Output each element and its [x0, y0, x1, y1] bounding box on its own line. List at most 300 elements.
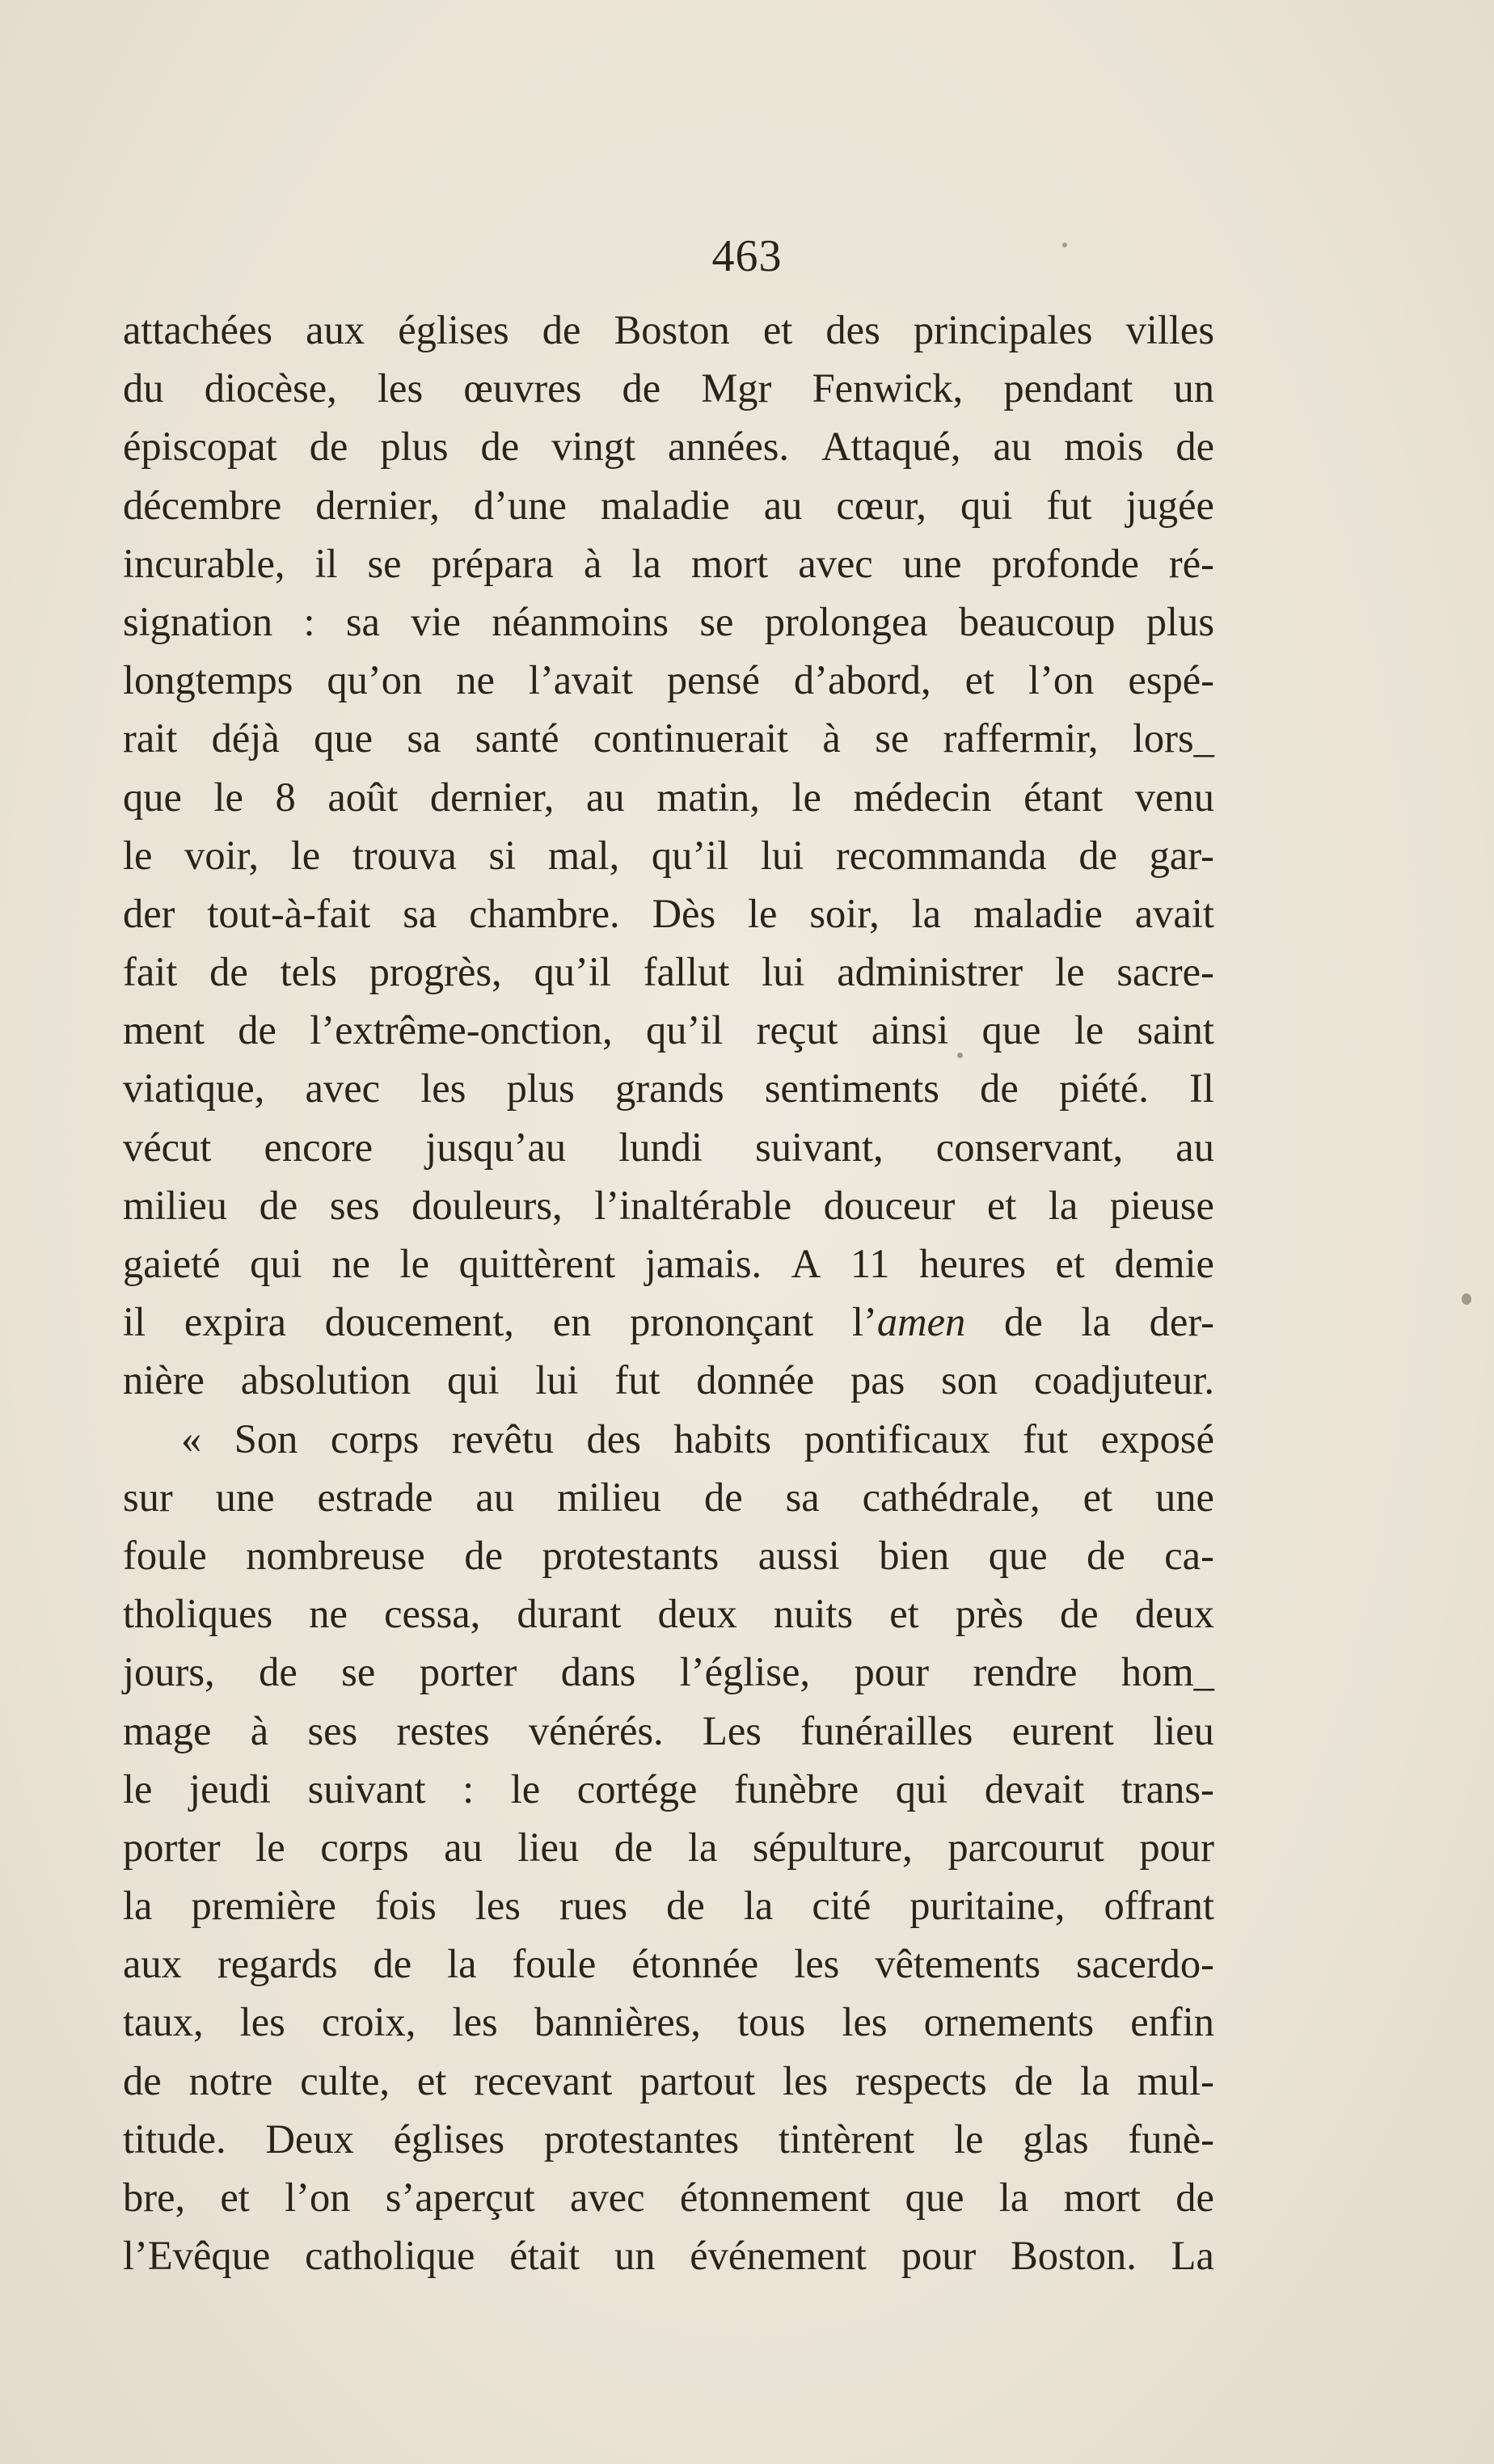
word: les [420, 1065, 466, 1112]
word: heures [919, 1241, 1026, 1286]
word: suivant, [755, 1124, 884, 1170]
word: et [889, 1591, 919, 1637]
word: le [213, 774, 243, 820]
word: années. [667, 424, 790, 470]
word: incurable, [123, 540, 285, 586]
word: sur [123, 1474, 173, 1520]
word: sacerdo- [1075, 1941, 1214, 1987]
word: enfin [1130, 1999, 1214, 2045]
word: cité [812, 1883, 872, 1929]
word: trans- [1120, 1766, 1214, 1812]
word: bannières, [534, 1999, 701, 2045]
word: et [762, 307, 793, 352]
word: il [123, 1299, 146, 1345]
word: saint [1137, 1007, 1214, 1053]
word: mage [123, 1707, 212, 1753]
word: étonnée [631, 1941, 759, 1987]
word: vénérés. [528, 1707, 664, 1753]
word: venu [1134, 774, 1214, 820]
word: que [981, 1007, 1041, 1053]
word: qu’on [327, 657, 423, 703]
word: lors_ [1132, 715, 1214, 762]
text-line [123, 2168, 1214, 2226]
word: nombreuse [246, 1532, 425, 1578]
paper-speck [957, 1053, 963, 1058]
word: douceur [823, 1182, 956, 1228]
word: et [964, 657, 995, 703]
word: ré- [1168, 540, 1214, 586]
word: : [303, 598, 315, 644]
italic-word: amen [876, 1299, 966, 1345]
word: et [220, 2175, 250, 2220]
word: sentiments [764, 1065, 939, 1112]
word: jusqu’au [425, 1124, 567, 1170]
word: chambre. [469, 890, 620, 936]
word: près [955, 1591, 1023, 1637]
word: la [911, 890, 942, 936]
word: que [123, 774, 182, 820]
text-line [123, 943, 1214, 1001]
word: ses [329, 1182, 380, 1228]
word: La [1171, 2233, 1214, 2279]
word: mois [1064, 424, 1144, 470]
word: première [191, 1883, 336, 1929]
word: doucement, [324, 1299, 514, 1345]
word: le [290, 832, 321, 878]
word: au [1175, 1124, 1214, 1170]
text-line [123, 1410, 1214, 1468]
word: culte, [300, 2057, 390, 2103]
word: lui [762, 949, 805, 995]
word: jamais. [644, 1241, 762, 1286]
word: qu’il [645, 1007, 724, 1053]
word: espé- [1128, 657, 1214, 703]
word: à [583, 540, 602, 586]
word: quittèrent [458, 1241, 616, 1286]
word: der- [1149, 1299, 1214, 1345]
word: l’inaltérable [594, 1182, 792, 1228]
word: Mgr [701, 365, 772, 411]
word: qu’il [534, 949, 611, 995]
word: ca- [1164, 1532, 1214, 1578]
word: le [748, 890, 778, 936]
word: médecin [853, 774, 992, 820]
text-line [123, 768, 1214, 826]
word: au [444, 1824, 483, 1870]
word: la [1080, 2057, 1110, 2103]
word: principales [913, 307, 1093, 352]
word: de [464, 1532, 503, 1578]
word: une [215, 1474, 275, 1520]
word: ses [307, 1707, 358, 1753]
word: une [902, 540, 962, 586]
word: plus [1146, 598, 1214, 644]
word: pieuse [1109, 1182, 1214, 1228]
word: mort [1063, 2175, 1141, 2220]
word: pontificaux [804, 1416, 990, 1462]
word: jours, [123, 1649, 215, 1695]
word: se [699, 598, 734, 644]
word: néanmoins [492, 598, 669, 644]
word: matin, [656, 774, 760, 820]
word: villes [1125, 307, 1214, 352]
word: revêtu [451, 1416, 555, 1462]
word: l’église, [679, 1649, 810, 1695]
word: eurent [1011, 1707, 1114, 1753]
word: se [341, 1649, 376, 1695]
word: un [1173, 365, 1214, 411]
word: parcourut [947, 1824, 1104, 1870]
word: qui [446, 1357, 500, 1403]
word: Les [702, 1707, 762, 1753]
word: vécut [123, 1124, 212, 1170]
word: les [842, 1999, 888, 2045]
word: de [309, 424, 348, 470]
word: un [614, 2233, 656, 2279]
word: rues [559, 1883, 628, 1929]
word: le [123, 832, 153, 878]
word: au [475, 1474, 515, 1520]
word: nuits [773, 1591, 854, 1637]
word: aux [123, 1941, 182, 1987]
word: qui [960, 482, 1013, 528]
word: étant [1023, 774, 1104, 820]
word: à [822, 715, 841, 762]
text-line [123, 1351, 1214, 1409]
word: de [542, 307, 581, 352]
word: der [123, 890, 175, 936]
word: était [509, 2233, 580, 2279]
word: lieu [517, 1824, 580, 1870]
word: et [1083, 1474, 1113, 1520]
word: Dès [652, 890, 716, 936]
word: qui [250, 1241, 302, 1286]
word: plus [506, 1065, 575, 1112]
word: recevant [474, 2057, 613, 2103]
word: milieu [557, 1474, 662, 1520]
word: jugée [1125, 482, 1214, 528]
text-line [123, 709, 1214, 767]
paper-speck [1062, 243, 1067, 247]
word: voir, [184, 832, 260, 878]
word: le [1074, 1007, 1104, 1053]
word: signation [123, 598, 273, 644]
word: exposé [1100, 1416, 1214, 1462]
word: cathédrale, [862, 1474, 1040, 1520]
word: les [452, 1999, 498, 2045]
word: foule [123, 1532, 207, 1578]
word: le [953, 2116, 984, 2162]
word: protestantes [543, 2116, 740, 2162]
word: fois [375, 1883, 437, 1929]
word: de [1175, 424, 1214, 470]
word: de [622, 365, 661, 411]
word: de [1078, 832, 1117, 878]
word: diocèse, [204, 365, 337, 411]
word: conservant, [935, 1124, 1124, 1170]
word: taux, [123, 1999, 204, 2045]
word: vingt [551, 424, 635, 470]
text-line [123, 593, 1214, 651]
text-line [123, 534, 1214, 593]
word: sacre- [1116, 949, 1214, 995]
word: fut [1046, 482, 1092, 528]
word: l’on [1028, 657, 1095, 703]
word: mal, [547, 832, 620, 878]
word: pour [854, 1649, 930, 1695]
word: milieu [123, 1182, 228, 1228]
word: maladie [600, 482, 730, 528]
word: sa [345, 598, 380, 644]
word: gaieté [123, 1241, 221, 1286]
word: deux [657, 1591, 737, 1637]
text-line [123, 476, 1214, 534]
word: cœur, [836, 482, 926, 528]
text-line [123, 651, 1214, 709]
word: reçut [756, 1007, 838, 1053]
word: de [1014, 2057, 1053, 2103]
word: grands [615, 1065, 724, 1112]
word: croix, [322, 1999, 416, 2045]
word: s’aperçut [385, 2175, 535, 2220]
word: absolution [240, 1357, 411, 1403]
word: avec [798, 540, 873, 586]
word: il [314, 540, 338, 586]
word: trouva [352, 832, 457, 878]
word: soir, [809, 890, 880, 936]
word: funérailles [800, 1707, 973, 1753]
text-line [123, 1702, 1214, 1760]
word: progrès, [369, 949, 502, 995]
text-line [123, 1526, 1214, 1584]
word: raffermir, [943, 715, 1099, 762]
word: ne [331, 1241, 370, 1286]
word: le [123, 1766, 153, 1812]
word: suivant [307, 1766, 426, 1812]
word: respects [855, 2057, 987, 2103]
word: expira [184, 1299, 286, 1345]
word: que [905, 2175, 964, 2220]
word: de [614, 1824, 653, 1870]
word: hom_ [1120, 1649, 1214, 1695]
word: le [1055, 949, 1085, 995]
word: Il [1189, 1065, 1214, 1112]
word: tholiques [123, 1591, 273, 1637]
word: douleurs, [411, 1182, 563, 1228]
word: porter [419, 1649, 517, 1695]
word: ne [456, 657, 495, 703]
word: : [462, 1766, 475, 1812]
word: sa [407, 715, 441, 762]
word: donnée [696, 1357, 815, 1403]
word: étonnement [679, 2175, 871, 2220]
word: avait [1134, 890, 1214, 936]
word: et [986, 1182, 1017, 1228]
word: porter [123, 1824, 221, 1870]
text-line [123, 1993, 1214, 2051]
word: tout-à-fait [207, 890, 371, 936]
text-line [123, 2110, 1214, 2168]
word: les [239, 1999, 285, 2045]
word: titude. [123, 2116, 226, 2162]
word: d’abord, [793, 657, 931, 703]
word: restes [396, 1707, 490, 1753]
word: partout [639, 2057, 756, 2103]
word: fut [614, 1357, 660, 1403]
word: fallut [643, 949, 730, 995]
word: ne [309, 1591, 348, 1637]
word: à [250, 1707, 269, 1753]
word: foule [512, 1941, 597, 1987]
word: de [259, 1182, 298, 1228]
word: de [259, 1649, 298, 1695]
text-line [123, 1059, 1214, 1117]
word: de [980, 1065, 1019, 1112]
text-line [123, 1818, 1214, 1876]
word: l’extrême-onction, [310, 1007, 613, 1053]
word: pendant [1003, 365, 1133, 411]
word: corps [330, 1416, 420, 1462]
word: devait [984, 1766, 1085, 1812]
text-line [123, 2226, 1214, 2285]
word: fait [123, 949, 178, 995]
word: août [327, 774, 399, 820]
word: Son [234, 1416, 298, 1462]
word: funèbre [733, 1766, 859, 1812]
word: aussi [758, 1532, 840, 1578]
word: santé [475, 715, 559, 762]
word: jeudi [189, 1766, 272, 1812]
word: habits [673, 1416, 772, 1462]
word: estrade [317, 1474, 433, 1520]
text-line [123, 826, 1214, 884]
word: dernier, [429, 774, 555, 820]
word: au [993, 424, 1032, 470]
word: coadjuteur. [1034, 1357, 1214, 1403]
word: œuvres [463, 365, 582, 411]
word: se [367, 540, 402, 586]
word: de [1060, 1591, 1099, 1637]
text-line [123, 1934, 1214, 1993]
word: longtemps [123, 657, 293, 703]
word: si [488, 832, 517, 878]
body-text [123, 301, 1214, 2285]
word: de [480, 424, 520, 470]
text-line [123, 1643, 1214, 1701]
word: qu’il [651, 832, 729, 878]
word: tintèrent [778, 2116, 915, 2162]
word: prononçant [630, 1299, 814, 1345]
word: lundi [618, 1124, 703, 1170]
word: continuerait [593, 715, 789, 762]
word: se [875, 715, 909, 762]
word: le [510, 1766, 541, 1812]
text-line [123, 1293, 1214, 1351]
word: regards [217, 1941, 338, 1987]
word: vie [411, 598, 461, 644]
word: ornements [923, 1999, 1095, 2045]
word: en [552, 1299, 592, 1345]
word: et [416, 2057, 447, 2103]
word: la [998, 2175, 1029, 2220]
word: nière [123, 1357, 205, 1403]
text-line [123, 1001, 1214, 1059]
word: d’une [473, 482, 567, 528]
word: cortége [576, 1766, 698, 1812]
word: dernier, [315, 482, 440, 528]
word: lui [535, 1357, 579, 1403]
word: funè- [1128, 2116, 1214, 2162]
word: de [1175, 2175, 1214, 2220]
word: une [1154, 1474, 1214, 1520]
word: de [1087, 1532, 1125, 1578]
word: gar- [1149, 832, 1214, 878]
word: plus [380, 424, 449, 470]
word: sépulture, [753, 1824, 913, 1870]
word: recommanda [835, 832, 1047, 878]
word: du [123, 365, 164, 411]
word: prolongea [764, 598, 928, 644]
word: et [1055, 1241, 1085, 1286]
word: catholique [305, 2233, 475, 2279]
word: sa [785, 1474, 820, 1520]
word: ainsi [871, 1007, 949, 1053]
word: dans [560, 1649, 636, 1695]
word: pensé [666, 657, 760, 703]
word: la [123, 1883, 153, 1929]
word: pas [850, 1357, 905, 1403]
text-line [123, 1234, 1214, 1293]
text-line [123, 1584, 1214, 1643]
word: Boston. [1011, 2233, 1137, 2279]
text-line [123, 1876, 1214, 1934]
word: mort [690, 540, 769, 586]
word: les [794, 1941, 840, 1987]
word: Boston [614, 307, 730, 352]
word: aux [306, 307, 365, 352]
word: viatique, [123, 1065, 265, 1112]
word: Deux [265, 2116, 354, 2162]
word: épiscopat [123, 424, 277, 470]
word: encore [264, 1124, 374, 1170]
word: les [475, 1883, 521, 1929]
word: glas [1023, 2116, 1089, 2162]
word: rendre [973, 1649, 1078, 1695]
text-line [123, 417, 1214, 475]
word: lieu [1153, 1707, 1214, 1753]
word: au [586, 774, 625, 820]
word: ment [123, 1007, 205, 1053]
word: le [791, 774, 821, 820]
word: que [988, 1532, 1048, 1578]
word: pour [901, 2233, 977, 2279]
text-line [123, 2052, 1214, 2110]
word: tels [280, 949, 337, 995]
text-line [123, 359, 1214, 417]
word: lui [760, 832, 804, 878]
word: le [255, 1824, 285, 1870]
word: A [791, 1241, 821, 1286]
word: 11 [850, 1241, 890, 1286]
word: pour [1139, 1824, 1214, 1870]
word: beaucoup [958, 598, 1116, 644]
word: administrer [837, 949, 1023, 995]
text-line [123, 1468, 1214, 1526]
word: offrant [1104, 1883, 1214, 1929]
word: des [586, 1416, 641, 1462]
word: avec [570, 2175, 645, 2220]
word: décembre [123, 482, 282, 528]
